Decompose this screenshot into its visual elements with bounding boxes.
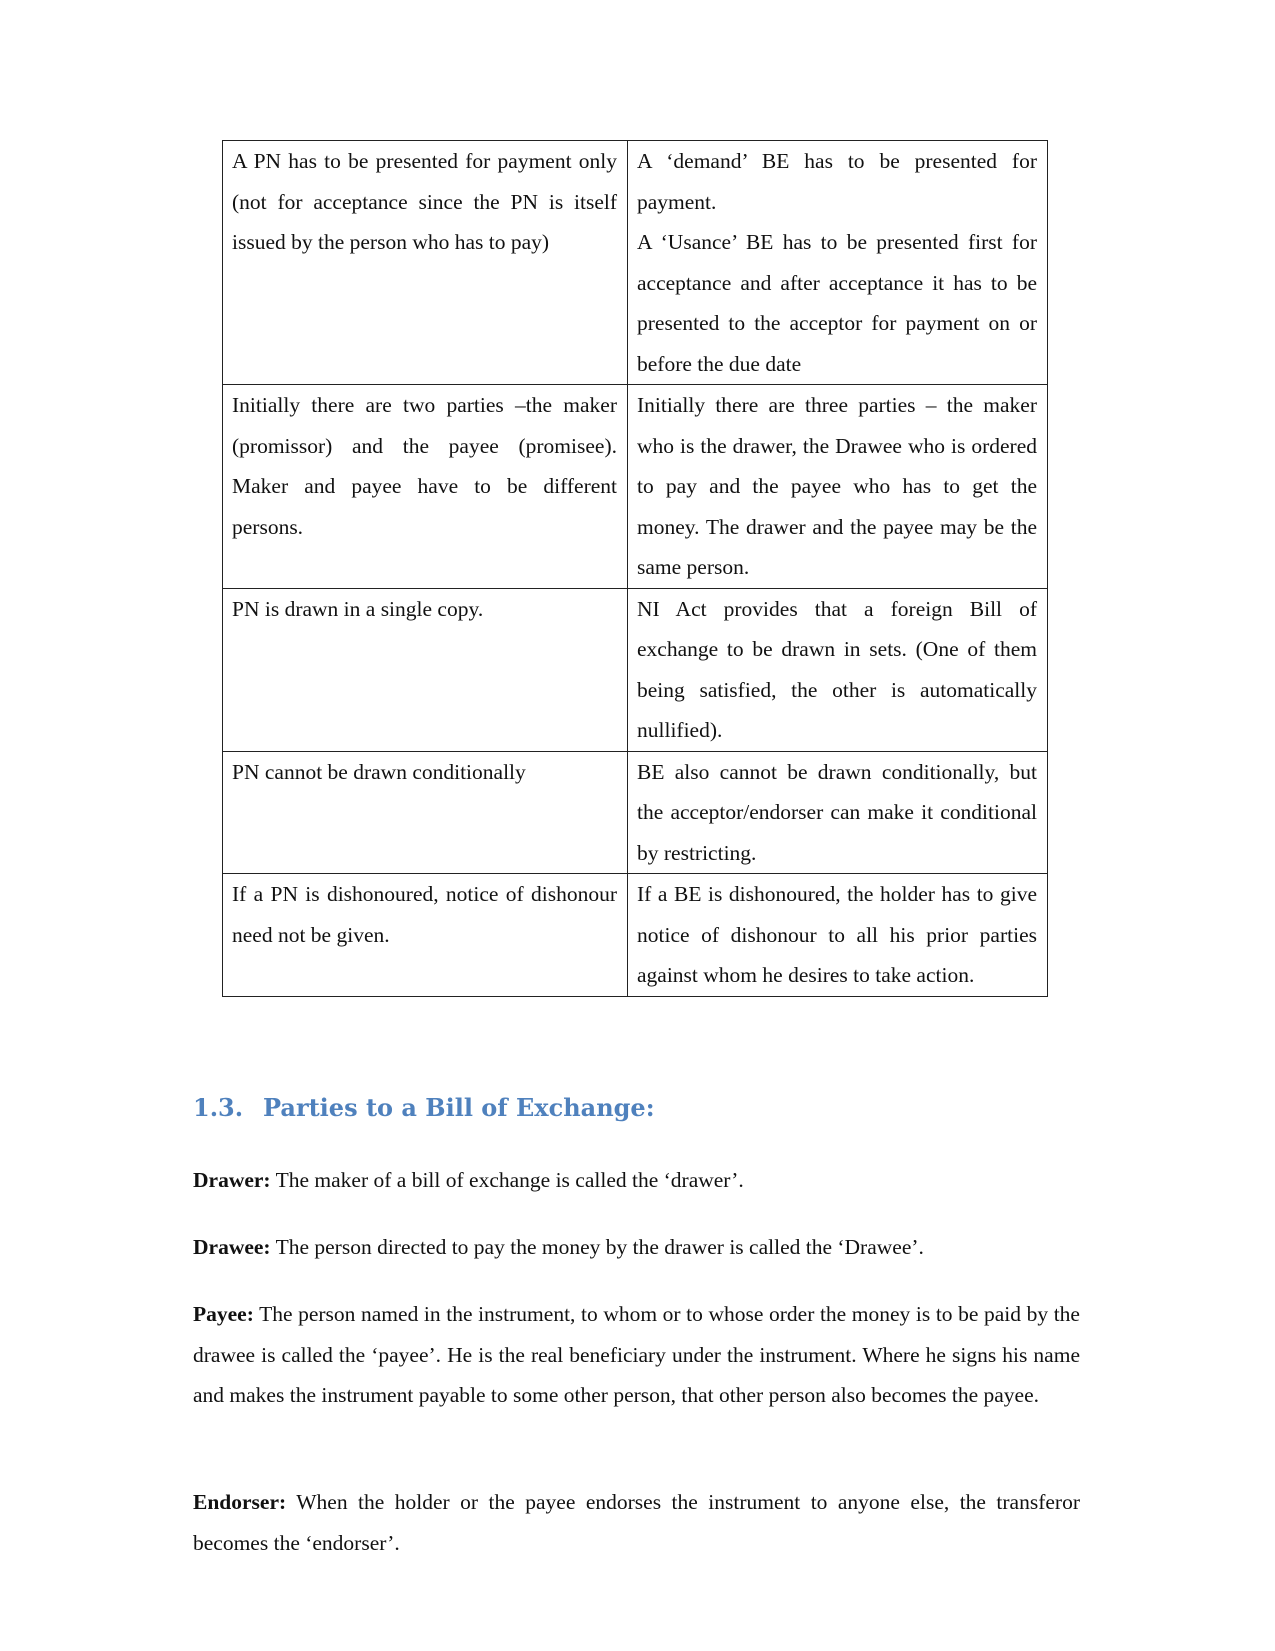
definition-text: The person directed to pay the money by the drawer is called the ‘Drawee’.: [275, 1235, 924, 1259]
cell-text: A ‘Usance’ BE has to be presented first for acceptance and after acceptance it has to be presented to the acceptor for payment on or before the due date: [637, 230, 1037, 376]
section-number: 1.3.: [193, 1093, 244, 1122]
pn-cell: [223, 751, 628, 874]
cell-text: Initially there are three parties – the maker who is the drawer, the Drawee who is ordered to pay and the payee who has to get the money. The drawer and the payee may be the same person.: [637, 393, 1037, 579]
cell-text: PN is drawn in a single copy.: [232, 596, 484, 621]
cell-text: If a BE is dishonoured, the holder has to give notice of dishonour to all his prior parties against whom he desires to take action.: [637, 882, 1037, 987]
section-heading: [193, 1093, 655, 1122]
definition-drawer: [193, 1160, 1080, 1201]
be-cell: [628, 874, 1048, 997]
be-cell: [628, 385, 1048, 589]
cell-text: A PN has to be presented for payment only (not for acceptance since the PN is itself issued by the person who has to pay): [232, 149, 617, 254]
pn-cell: [223, 141, 628, 385]
table-row: [223, 588, 1048, 751]
cell-text: If a PN is dishonoured, notice of dishonour need not be given.: [232, 882, 617, 947]
pn-cell: [223, 588, 628, 751]
definition-payee: [193, 1294, 1080, 1416]
definition-text: When the holder or the payee endorses the instrument to anyone else, the transferor becomes the ‘endorser’.: [193, 1490, 1080, 1555]
definition-text: The maker of a bill of exchange is called the ‘drawer’.: [275, 1168, 744, 1192]
table-row: [223, 141, 1048, 385]
be-cell: [628, 751, 1048, 874]
definition-term: Drawer:: [193, 1168, 271, 1192]
definition-term: Payee:: [193, 1302, 254, 1326]
pn-cell: [223, 385, 628, 589]
section-title: Parties to a Bill of Exchange:: [263, 1093, 655, 1122]
comparison-table: [222, 140, 1048, 997]
be-cell: [628, 588, 1048, 751]
definition-text: The person named in the instrument, to whom or to whose order the money is to be paid by the drawee is called the ‘payee’. He is the real beneficiary under the instrument. Where he signs his name and makes the instrument payable to some other person, that other person also becomes the payee.: [193, 1302, 1080, 1407]
definition-endorser: [193, 1482, 1080, 1563]
cell-text: A ‘demand’ BE has to be presented for payment.: [637, 149, 1037, 214]
be-cell: [628, 141, 1048, 385]
table-row: [223, 385, 1048, 589]
table-row: [223, 751, 1048, 874]
cell-text: PN cannot be drawn conditionally: [232, 759, 526, 784]
cell-text: Initially there are two parties –the maker (promissor) and the payee (promisee). Maker and payee have to be different persons.: [232, 393, 617, 539]
definition-term: Drawee:: [193, 1235, 271, 1259]
definition-term: Endorser:: [193, 1490, 287, 1514]
cell-text: NI Act provides that a foreign Bill of exchange to be drawn in sets. (One of them being satisfied, the other is automatically nullified).: [637, 596, 1037, 742]
cell-text: BE also cannot be drawn conditionally, but the acceptor/endorser can make it conditional by restricting.: [637, 759, 1037, 865]
pn-cell: [223, 874, 628, 997]
table-row: [223, 874, 1048, 997]
definition-drawee: [193, 1227, 1080, 1268]
